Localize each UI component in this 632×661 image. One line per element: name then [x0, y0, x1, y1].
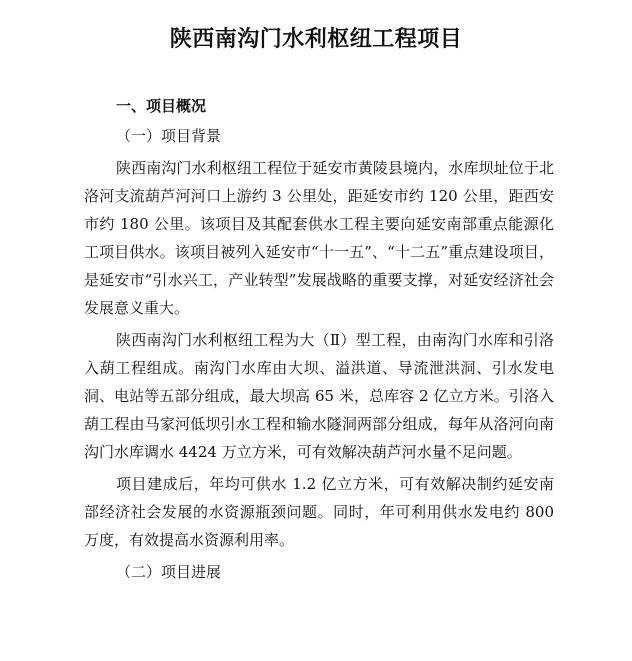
- paragraph-benefits: 项目建成后，年均可供水 1.2 亿立方米，可有效解决制约延安南部经济社会发展的水资源瓶颈问题。同时，年可利用供水发电约 800 万度，有效提高水资源利用率。: [84, 475, 554, 549]
- subsection-heading-background: （一）项目背景: [116, 127, 222, 145]
- section-heading: 一、项目概况: [116, 97, 207, 115]
- document-body: [84, 92, 554, 590]
- paragraph-background: 陕西南沟门水利枢纽工程位于延安市黄陵县境内，水库坝址位于北洛河支流葫芦河河口上游约 3 公里处，距延安市约 120 公里，距西安市约 180 公里。该项目及其配套供水工程主要向延安南部重点能源化工项目供水。该项目被列入延安市“十一五”、“十二五”重点建设项目，是延安市“引水兴工，产业转型”发展战略的重要支撑，对延安经济社会发展意义重大。: [84, 159, 554, 317]
- subsection-heading-progress: （二）项目进展: [116, 563, 222, 581]
- document-title: 陕西南沟门水利枢纽工程项目: [169, 27, 463, 52]
- paragraph-composition: 陕西南沟门水利枢纽工程为大（Ⅱ）型工程，由南沟门水库和引洛入葫工程组成。南沟门水库由大坝、溢洪道、导流泄洪洞、引水发电洞、电站等五部分组成，最大坝高 65 米，总库容 2 亿立方米。引洛入葫工程由马家河低坝引水工程和输水隧洞两部分组成，每年从洛河向南沟门水库调水 4424 万立方米，可有效解决葫芦河水量不足问题。: [84, 331, 554, 461]
